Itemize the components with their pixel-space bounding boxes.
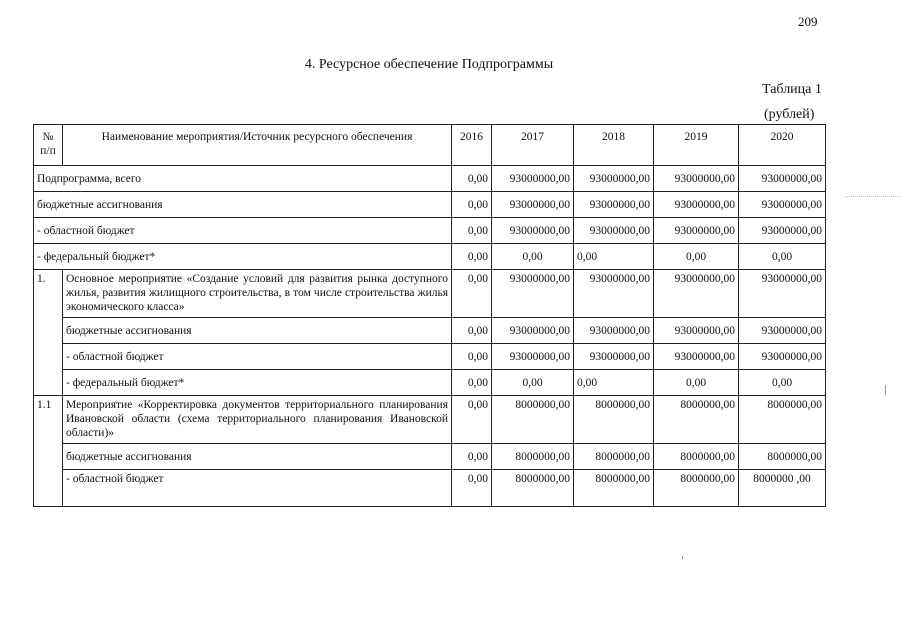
cell-value: 0,00 <box>739 370 826 396</box>
cell-value: 93000000,00 <box>574 166 654 192</box>
cell-value: 93000000,00 <box>492 318 574 344</box>
row-name: - областной бюджет <box>63 470 452 507</box>
table-row <box>34 318 826 344</box>
cell-value: 93000000,00 <box>739 270 826 318</box>
row-name: - областной бюджет <box>63 344 452 370</box>
cell-value: 93000000,00 <box>739 192 826 218</box>
table-row <box>34 166 826 192</box>
table-row <box>34 396 826 444</box>
cell-value: 8000000,00 <box>574 396 654 444</box>
cell-value: 93000000,00 <box>654 270 739 318</box>
cell-value: 8000000,00 <box>574 470 654 507</box>
table-row <box>34 270 826 318</box>
cell-value: 0,00 <box>739 244 826 270</box>
cell-value: 0,00 <box>492 370 574 396</box>
row-name: - федеральный бюджет* <box>63 370 452 396</box>
scan-artifact <box>885 385 886 395</box>
cell-value: 8000000,00 <box>492 444 574 470</box>
row-name: - областной бюджет <box>34 218 452 244</box>
cell-value: 93000000,00 <box>654 166 739 192</box>
cell-value: 8000000 ,00 <box>739 470 826 507</box>
cell-value: 0,00 <box>452 318 492 344</box>
row-name: - федеральный бюджет* <box>34 244 452 270</box>
table-row <box>34 192 826 218</box>
row-name: бюджетные ассигнования <box>63 444 452 470</box>
cell-value: 93000000,00 <box>492 192 574 218</box>
cell-value: 8000000,00 <box>574 444 654 470</box>
page-number: 209 <box>798 14 818 29</box>
table-label: Таблица 1 <box>762 82 822 97</box>
cell-value: 93000000,00 <box>574 218 654 244</box>
header-num: № п/п <box>34 125 63 166</box>
scan-artifact <box>682 556 683 559</box>
cell-value: 8000000,00 <box>492 396 574 444</box>
cell-value: 93000000,00 <box>492 344 574 370</box>
cell-value: 93000000,00 <box>654 344 739 370</box>
cell-value: 0,00 <box>654 370 739 396</box>
cell-value: 0,00 <box>452 370 492 396</box>
cell-value: 93000000,00 <box>739 318 826 344</box>
cell-value: 93000000,00 <box>739 218 826 244</box>
table-row <box>34 470 826 507</box>
header-year: 2019 <box>654 125 739 166</box>
header-year: 2018 <box>574 125 654 166</box>
cell-value: 93000000,00 <box>654 318 739 344</box>
row-number: 1.1 <box>34 396 63 507</box>
row-name: Основное мероприятие «Создание условий для развития рынка доступного жилья, развития жилищного строительства, в том числе строительства жилья экономического класса» <box>63 270 452 318</box>
cell-value: 93000000,00 <box>574 192 654 218</box>
cell-value: 0,00 <box>574 244 654 270</box>
header-year: 2016 <box>452 125 492 166</box>
cell-value: 93000000,00 <box>492 218 574 244</box>
header-year: 2017 <box>492 125 574 166</box>
row-name: бюджетные ассигнования <box>63 318 452 344</box>
cell-value: 0,00 <box>574 370 654 396</box>
cell-value: 0,00 <box>452 192 492 218</box>
cell-value: 0,00 <box>452 270 492 318</box>
table-row <box>34 344 826 370</box>
cell-value: 0,00 <box>452 218 492 244</box>
cell-value: 93000000,00 <box>492 166 574 192</box>
header-year: 2020 <box>739 125 826 166</box>
header-name: Наименование мероприятия/Источник ресурсного обеспечения <box>63 125 452 166</box>
cell-value: 0,00 <box>452 444 492 470</box>
cell-value: 8000000,00 <box>492 470 574 507</box>
cell-value: 8000000,00 <box>739 396 826 444</box>
cell-value: 0,00 <box>452 396 492 444</box>
currency-note: (рублей) <box>764 107 815 122</box>
table-row <box>34 444 826 470</box>
table-row <box>34 370 826 396</box>
table-row <box>34 218 826 244</box>
cell-value: 0,00 <box>452 166 492 192</box>
row-name: бюджетные ассигнования <box>34 192 452 218</box>
cell-value: 0,00 <box>452 344 492 370</box>
cell-value: 93000000,00 <box>492 270 574 318</box>
cell-value: 0,00 <box>492 244 574 270</box>
cell-value: 93000000,00 <box>739 344 826 370</box>
cell-value: 8000000,00 <box>654 396 739 444</box>
cell-value: 93000000,00 <box>574 318 654 344</box>
cell-value: 93000000,00 <box>654 218 739 244</box>
resource-table <box>33 124 826 507</box>
table-row <box>34 244 826 270</box>
section-heading: 4. Ресурсное обеспечение Подпрограммы <box>304 57 554 72</box>
cell-value: 8000000,00 <box>654 470 739 507</box>
cell-value: 0,00 <box>452 244 492 270</box>
cell-value: 0,00 <box>654 244 739 270</box>
row-number: 1. <box>34 270 63 396</box>
cell-value: 93000000,00 <box>574 344 654 370</box>
cell-value: 93000000,00 <box>574 270 654 318</box>
cell-value: 93000000,00 <box>654 192 739 218</box>
cell-value: 8000000,00 <box>654 444 739 470</box>
row-name: Мероприятие «Корректировка документов территориального планирования Ивановской области (схема территориального планирования Ивановской области)» <box>63 396 452 444</box>
row-name: Подпрограмма, всего <box>34 166 452 192</box>
cell-value: 8000000,00 <box>739 444 826 470</box>
scan-artifact <box>845 196 900 197</box>
cell-value: 93000000,00 <box>739 166 826 192</box>
cell-value: 0,00 <box>452 470 492 507</box>
